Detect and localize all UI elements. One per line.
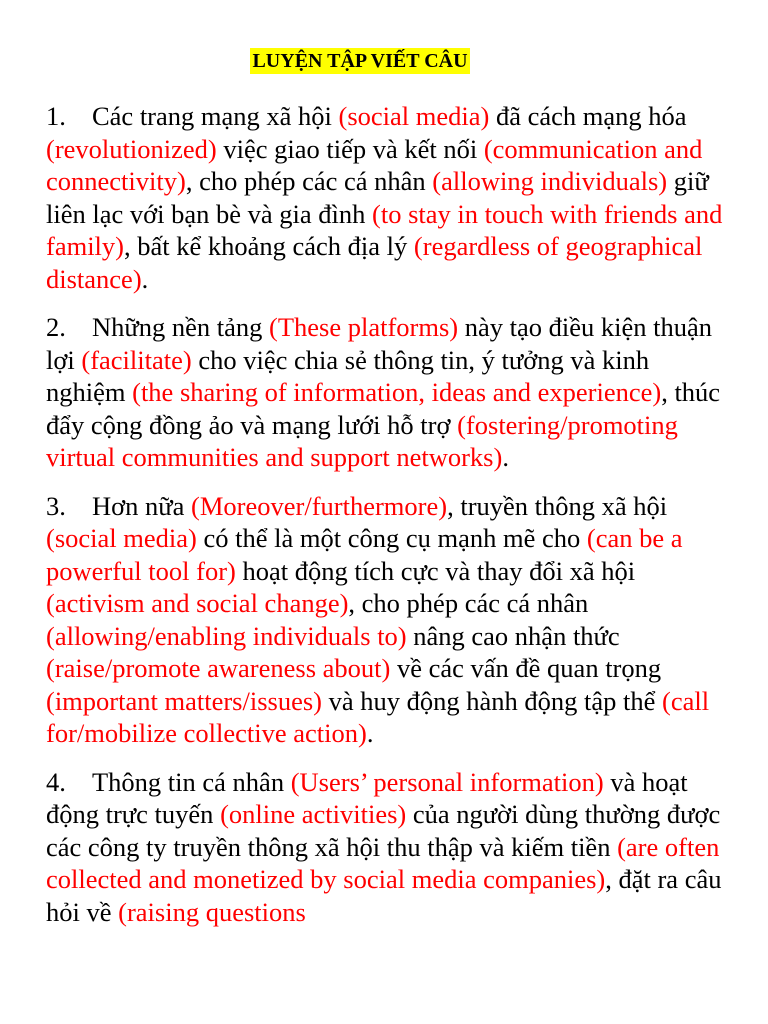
vietnamese-text: Hơn nữa: [92, 490, 192, 521]
item-number: 3.: [46, 490, 66, 521]
title-container: [0, 48, 768, 74]
vietnamese-text: và hoạt động trực tuyến: [46, 766, 688, 829]
english-phrase: (These platforms): [269, 312, 459, 342]
vietnamese-text: , bất kể khoảng cách địa lý: [124, 231, 414, 261]
vietnamese-text: , cho phép các cá nhân: [348, 588, 589, 618]
vietnamese-text: đã cách mạng hóa: [489, 101, 687, 131]
english-phrase: (allowing individuals): [432, 166, 668, 196]
english-phrase: (allowing/enabling individuals to): [46, 620, 407, 651]
exercise-item-1: [46, 100, 726, 295]
vietnamese-text: Các trang mạng xã hội: [92, 101, 339, 131]
english-phrase: (the sharing of information, ideas and experience): [132, 377, 662, 407]
item-number: 1.: [46, 101, 66, 131]
item-number: 2.: [46, 312, 66, 342]
vietnamese-text: của người dùng thường được các công ty truyền thông xã hội thu thập và kiếm tiền: [46, 799, 721, 862]
vietnamese-text: .: [502, 442, 509, 472]
vietnamese-text: .: [366, 718, 374, 748]
vietnamese-text: , thúc đẩy cộng đồng ảo và mạng lưới hỗ trợ: [46, 377, 721, 440]
exercise-item-4: [46, 766, 726, 929]
english-phrase: (raising questions: [118, 896, 306, 927]
english-phrase: (can be a powerful tool for): [46, 523, 683, 586]
english-phrase: (are often collected and monetized by social media companies): [46, 831, 720, 894]
vietnamese-text: việc giao tiếp và kết nối: [216, 133, 484, 164]
vietnamese-text: Thông tin cá nhân: [92, 766, 291, 797]
english-phrase: (regardless of geographical distance): [46, 231, 703, 294]
exercise-list: [46, 100, 726, 944]
vietnamese-text: cho việc chia sẻ thông tin, ý tưởng và kinh nghiệm: [46, 344, 650, 407]
item-number: 4.: [46, 766, 66, 797]
english-phrase: (activism and social change): [46, 588, 349, 618]
page-title: LUYỆN TẬP VIẾT CÂU: [252, 50, 468, 72]
english-phrase: (revolutionized): [46, 133, 217, 164]
vietnamese-text: về các vấn đề quan trọng: [390, 653, 662, 683]
vietnamese-text: .: [141, 263, 149, 294]
vietnamese-text: giữ liên lạc với bạn bè và gia đình: [46, 166, 709, 229]
vietnamese-text: có thể là một công cụ mạnh mẽ cho: [196, 523, 587, 553]
vietnamese-text: , đặt ra câu hỏi về: [46, 864, 722, 927]
exercise-item-3: [46, 490, 726, 750]
english-phrase: (raise/promote awareness about): [46, 653, 391, 683]
english-phrase: (call for/mobilize collective action): [46, 685, 710, 748]
english-phrase: (important matters/issues): [46, 685, 322, 716]
exercise-item-2: [46, 311, 726, 474]
vietnamese-text: nâng cao nhận thức: [406, 620, 620, 651]
english-phrase: (online activities): [220, 799, 407, 829]
vietnamese-text: và huy động hành động tập thể: [322, 685, 663, 716]
english-phrase: (Moreover/furthermore): [191, 490, 448, 521]
english-phrase: (social media): [46, 523, 197, 553]
english-phrase: (fostering/promoting virtual communities and support networks): [46, 409, 678, 472]
english-phrase: (social media): [338, 101, 490, 131]
vietnamese-text: , truyền thông xã hội: [447, 490, 668, 521]
english-phrase: (communication and connectivity): [46, 133, 703, 196]
vietnamese-text: Những nền tảng: [92, 312, 270, 342]
english-phrase: (Users’ personal information): [290, 766, 604, 797]
vietnamese-text: , cho phép các cá nhân: [185, 166, 433, 196]
vietnamese-text: này tạo điều kiện thuận lợi: [46, 312, 713, 375]
english-phrase: (to stay in touch with friends and family): [46, 198, 723, 261]
vietnamese-text: hoạt động tích cực và thay đổi xã hội: [235, 555, 636, 586]
english-phrase: (facilitate): [81, 344, 192, 375]
